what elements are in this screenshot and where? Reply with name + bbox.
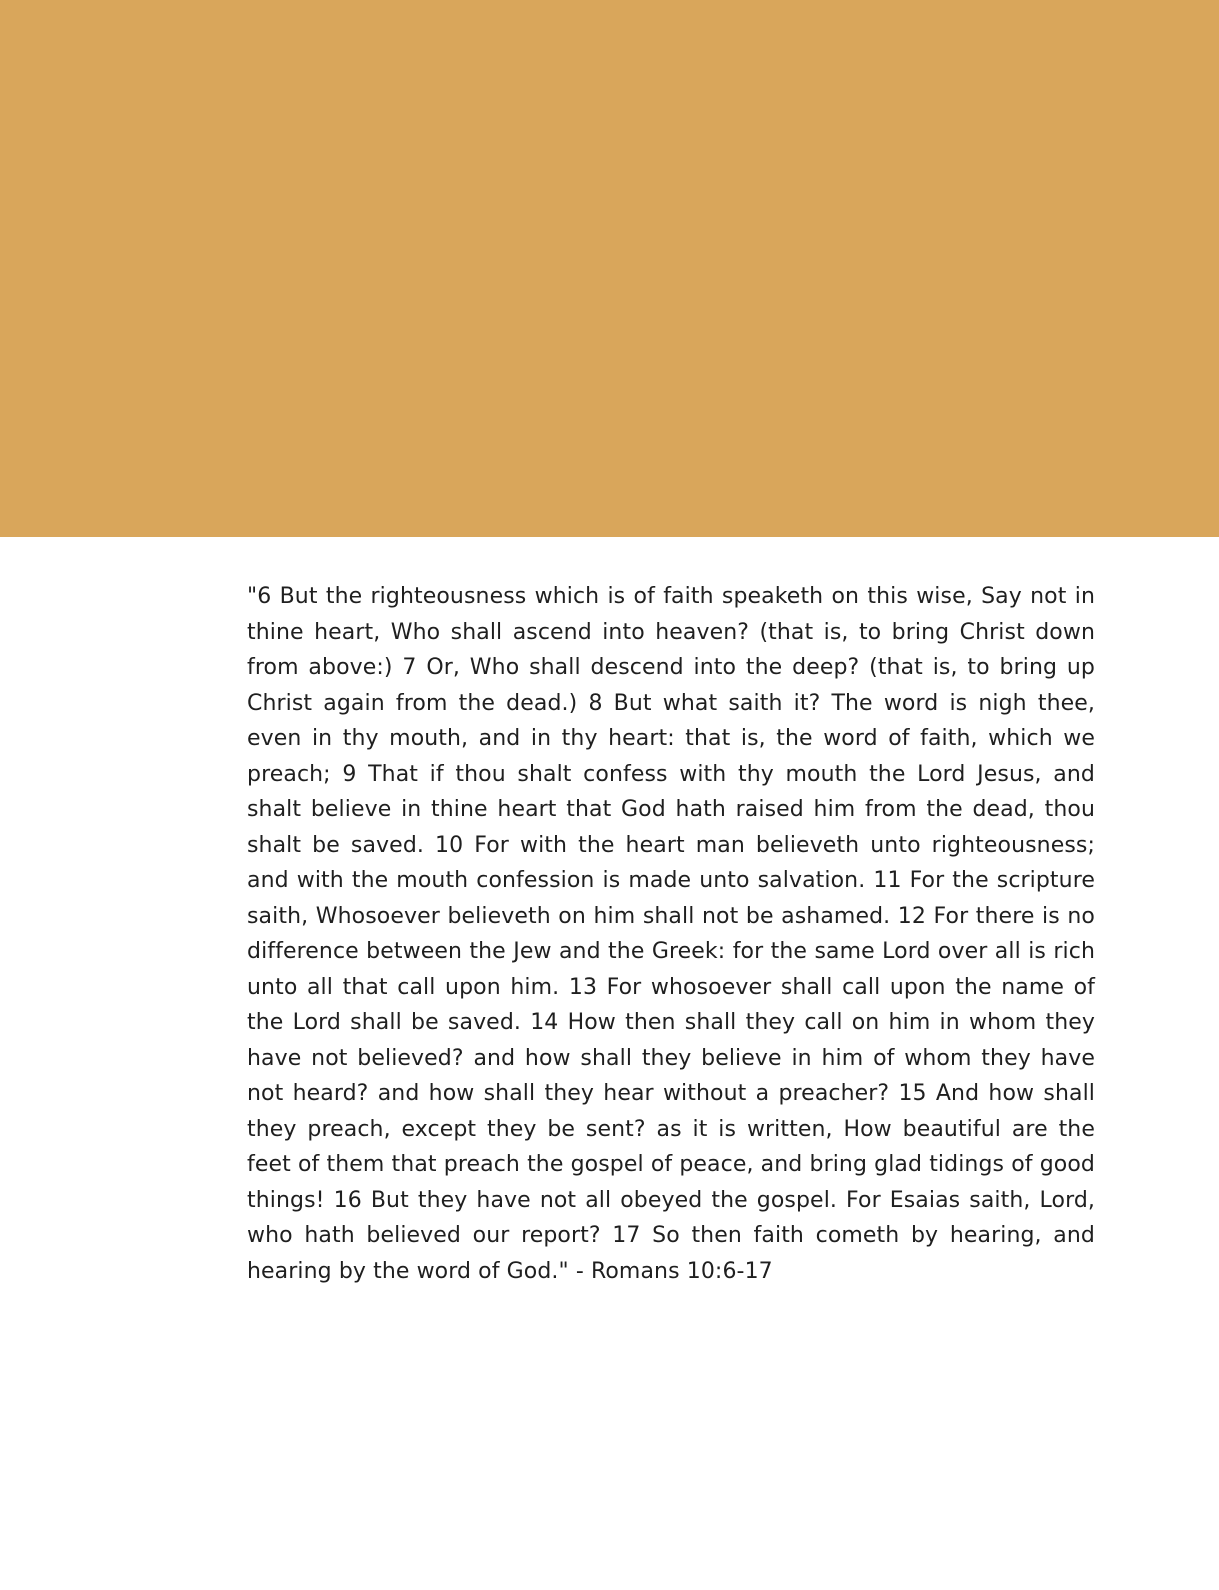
header-banner [0,0,1219,537]
scripture-passage: "6 But the righteousness which is of faith speaketh on this wise, Say not in thine heart, Who shall ascend into heaven? (that is, to bring Christ down from above:) 7 Or, Who shall descend into the deep? (that is, to bring up Christ again from the dead.) 8 But what saith it? The word is nigh thee, even in thy mouth, and in thy heart: that is, the word of faith, which we preach; 9 That if thou shalt confess with thy mouth the Lord Jesus, and shalt believe in thine heart that God hath raised him from the dead, thou shalt be saved. 10 For with the heart man believeth unto righteousness; and with the mouth confession is made unto salvation. 11 For the scripture saith, Whosoever believeth on him shall not be ashamed. 12 For there is no difference between the Jew and the Greek: for the same Lord over all is rich unto all that call upon him. 13 For whosoever shall call upon the name of the Lord shall be saved. 14 How then shall they call on him in whom they have not believed? and how shall they believe in him of whom they have not heard? and how shall they hear without a preacher? 15 And how shall they preach, except they be sent? as it is written, How beautiful are the feet of them that preach the gospel of peace, and bring glad tidings of good things! 16 But they have not all obeyed the gospel. For Esaias saith, Lord, who hath believed our report? 17 So then faith cometh by hearing, and hearing by the word of God." - Romans 10:6-17 [247,584,1095,1284]
